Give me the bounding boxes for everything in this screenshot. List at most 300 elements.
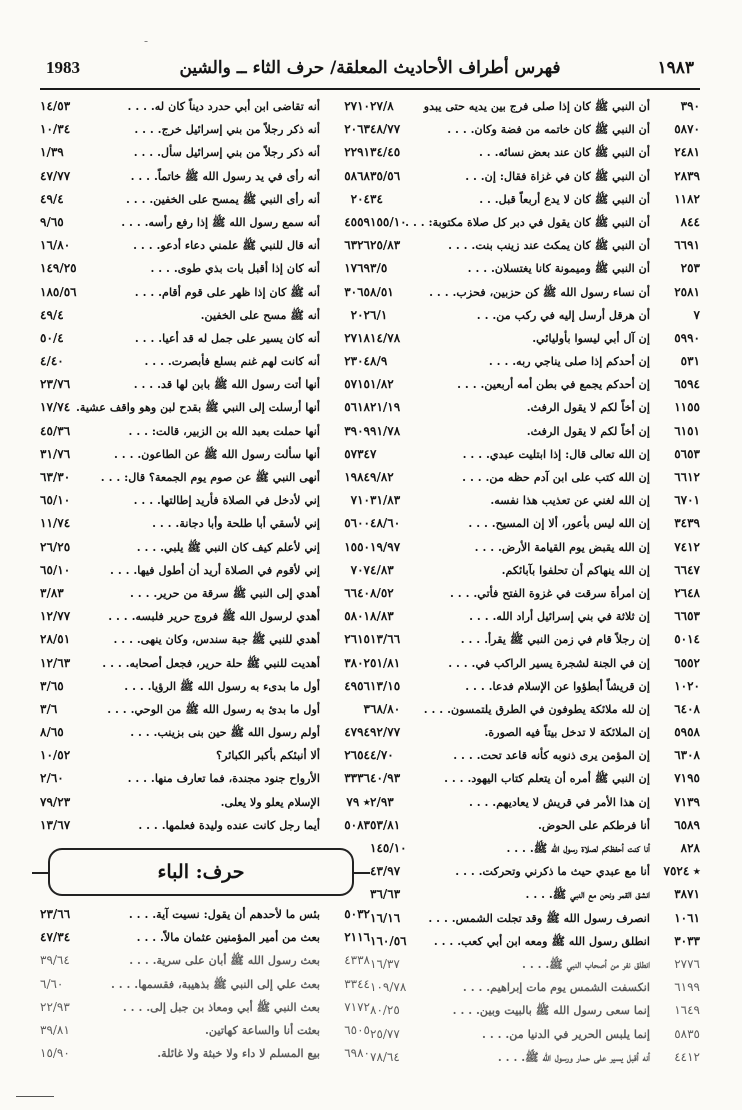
index-entry <box>370 374 700 397</box>
hadith-text: أن هرقل أرسل إليه في ركب من. . . <box>476 307 650 322</box>
index-entry <box>40 189 370 212</box>
hadith-number: ٦٦١٢ <box>674 470 700 484</box>
hadith-reference: ١٥/٩٠ <box>40 1046 70 1061</box>
hadith-number: ٥٦٠٠ <box>344 516 370 531</box>
index-entry <box>40 722 370 745</box>
hadith-text: إن المؤمن يرى ذنوبه كأنه قاعد تحت. . . . <box>453 748 650 763</box>
hadith-reference: ٤٥/٣٦ <box>40 423 71 438</box>
page-header <box>40 56 700 84</box>
page-title: فهرس أطراف الأحاديث المعلقة/ حرف الثاء ــ والشين <box>179 58 561 78</box>
hadith-reference: ٢/٦٠ <box>40 771 64 786</box>
hadith-reference: ١٠/٥٢ <box>40 748 71 763</box>
hadith-reference: ٣١/٨٣ <box>370 493 401 508</box>
hadith-text: إن لله ملائكة يطوفون في الطرق يلتمسون. . . . <box>423 701 650 716</box>
hadith-text: إن الله لغني عن تعذيب هذا نفسه. <box>490 493 650 508</box>
hadith-reference: ٨/٥٢ <box>370 585 394 600</box>
hadith-reference: ٣٤ <box>370 191 383 206</box>
hadith-reference: ١٢/٧٧ <box>40 609 71 624</box>
index-entry <box>40 583 370 606</box>
hadith-reference: ٦٨/٨٠ <box>370 701 401 716</box>
hadith-text: أولم رسول الله ﷺ حين بنى بزينب. . . . <box>130 725 320 740</box>
hadith-reference: ٢٧/٨ <box>370 99 394 113</box>
hadith-text: أن النبي ﷺ كان لا يدع أربعاً قبل. . . <box>479 191 650 206</box>
hadith-reference: ١٥٥/١٠ <box>370 214 407 229</box>
index-entry <box>370 1024 700 1047</box>
hadith-text: بيع المسلم لا داء ولا خبثة ولا غائلة. <box>157 1046 320 1061</box>
index-entry <box>370 884 700 907</box>
index-entry <box>40 96 370 119</box>
hadith-number: ٦٥٨٩ <box>674 817 700 832</box>
page-number-latin: 1983 <box>46 58 80 77</box>
hadith-text: بعث رسول الله ﷺ أبان على سرية. . . . <box>129 953 320 968</box>
hadith-reference: ٣/٥ <box>370 261 388 276</box>
hadith-reference: ٨/٩ <box>370 354 388 369</box>
index-entry <box>40 374 370 397</box>
hadith-reference: ٢٥/٧٧ <box>370 1026 400 1041</box>
hadith-number: ٢٥٣ <box>680 261 700 276</box>
hadith-reference: ١٣/١٥ <box>370 678 401 693</box>
hadith-reference: ١٣/٦٦ <box>370 632 401 647</box>
right-column <box>370 96 700 1070</box>
hadith-text: أنه ﷺ مسح على الخفين. <box>200 307 320 322</box>
hadith-text: أنه ذكر رجلاً من بني إسرائيل خرج. . . . <box>134 122 320 137</box>
hadith-reference: ٩/٦٥ <box>40 214 64 229</box>
index-entry <box>370 444 700 467</box>
hadith-text: أنه تقاضى ابن أبي حدرد ديناً كان له. . . . <box>127 99 320 113</box>
index-entry <box>40 815 370 838</box>
hadith-number: ٥٩٩٠ <box>674 330 700 345</box>
index-entry <box>40 1020 370 1043</box>
hadith-text: إن أخاً لكم لا يقول الرفث. <box>526 400 650 415</box>
hadith-number: ١٠٦١ <box>674 910 700 925</box>
index-entry <box>370 351 700 374</box>
index-entry <box>40 1043 370 1066</box>
index-entry <box>370 96 700 119</box>
hadith-text: إن أحدكم إذا صلى يناجي ربه. . . . <box>488 354 650 369</box>
hadith-reference: ٧ <box>370 446 377 461</box>
hadith-number: ٦٧٠١ <box>674 493 700 508</box>
index-entry <box>40 745 370 768</box>
hadith-reference: ٤/٨٣ <box>370 562 394 577</box>
index-entry <box>40 212 370 235</box>
hadith-text: إن أحدكم يجمع في بطن أمه أربعين. . . . <box>457 377 650 392</box>
index-entry <box>370 258 700 281</box>
hadith-reference: ٥٣/٨١ <box>370 817 401 832</box>
index-entry <box>40 513 370 536</box>
hadith-number: ٥٨٠١ <box>344 609 370 624</box>
index-entry <box>40 305 370 328</box>
hadith-text: انطلق نفر من أصحاب النبي ﷺ. . . . <box>522 956 650 971</box>
hadith-number: ٥٦١٨ <box>344 400 370 415</box>
index-entry <box>370 768 700 791</box>
hadith-reference: ٨٠/٢٥ <box>370 1003 400 1018</box>
hadith-number: ٣٩٠٩ <box>344 423 370 438</box>
hadith-reference: ٩١/٧٨ <box>370 423 401 438</box>
hadith-reference: ١٤/٧٨ <box>370 330 401 345</box>
hadith-number: ٥٠٨٣ <box>344 817 370 832</box>
hadith-reference: ١٦/٨٠ <box>40 238 71 253</box>
hadith-text: بعث النبي ﷺ أبي ومعاذ بن جبل إلى. . . . <box>122 999 320 1014</box>
hadith-text: أنه أقبل يسير على حمار ورسول الله ﷺ. . . . <box>497 1049 650 1064</box>
hadith-reference: ٨/٦٥ <box>40 725 64 740</box>
hadith-reference: ٦٣/٣٠ <box>40 470 71 484</box>
hadith-reference: ٢١/١٩ <box>370 400 401 415</box>
page-number-arabic: ١٩٨٣ <box>657 58 694 78</box>
hadith-number: ٦٤٠٨ <box>674 701 700 716</box>
hadith-text: أنا مع عبدي حيث ما ذكرني وتحركت. . . . <box>455 864 650 879</box>
left-column-entries-after <box>40 904 370 1066</box>
hadith-reference: ١٦/١٦ <box>370 910 401 925</box>
index-entry <box>370 653 700 676</box>
hadith-number: ١٠٢٠ <box>674 678 700 693</box>
header-rule <box>40 88 700 90</box>
hadith-text: أنه كان يسير على جمل له قد أعيا. . . . <box>134 330 320 345</box>
hadith-text: أنا فرطكم على الحوض. <box>537 817 650 832</box>
hadith-text: إن هذا الأمر في قريش لا يعاديهم. . . . <box>468 794 650 809</box>
hadith-text: أن نساء رسول الله ﷺ كن حزبين، فحزب. . . . <box>429 284 650 299</box>
index-entry <box>370 699 700 722</box>
index-entry <box>40 444 370 467</box>
hadith-text: الإسلام يعلو ولا يعلى. <box>220 794 320 809</box>
index-entry <box>40 560 370 583</box>
index-entry <box>370 166 700 189</box>
hadith-number: ١٥٥٠ <box>344 539 370 554</box>
hadith-reference: ٣/٨٣ <box>40 585 64 600</box>
index-entry <box>370 1047 700 1070</box>
hadith-reference: ٣٩/٦٤ <box>40 953 70 968</box>
index-entry <box>40 653 370 676</box>
index-entry <box>370 676 700 699</box>
hadith-number: ٧١٩٥ <box>674 771 700 786</box>
hadith-text: انكسفت الشمس يوم مات إبراهيم. . . . <box>462 980 650 995</box>
hadith-number: ٨٢٨ <box>680 841 700 855</box>
hadith-number: ٥٣١ <box>680 354 700 369</box>
hadith-number: ٣٩٠ <box>680 99 700 113</box>
index-entry <box>370 583 700 606</box>
hadith-text: إن الملائكة لا تدخل بيتاً فيه الصورة. <box>484 725 650 740</box>
index-entry <box>370 792 700 815</box>
hadith-number: ٦١٥١ <box>674 423 700 438</box>
index-entry <box>370 861 700 884</box>
corner-mark: - <box>144 34 149 48</box>
hadith-reference: ٦٥/١٠ <box>40 562 71 577</box>
index-entry <box>370 954 700 977</box>
hadith-number: ٢٠٢ <box>350 307 370 322</box>
hadith-number: ٢٥٨١ <box>674 284 700 299</box>
hadith-number: ٢٣٠٤ <box>344 354 370 369</box>
hadith-text: إن رجلاً قام في زمن النبي ﷺ يقرأ. . . . <box>460 632 650 647</box>
hadith-number: ٧١٠ <box>350 493 370 508</box>
hadith-number: ٣٣٤٤ <box>344 976 370 991</box>
hadith-number: ٢٧١٠ <box>344 99 370 113</box>
hadith-text: بعثت أنا والساعة كهاتين. <box>205 1022 320 1037</box>
hadith-reference: ٩/٨٢ <box>370 470 394 484</box>
index-entry <box>370 537 700 560</box>
hadith-reference: ١/٨٢ <box>370 377 394 392</box>
hadith-reference: ٤٩/٤ <box>40 307 64 322</box>
index-entry <box>40 258 370 281</box>
hadith-reference: ٢٢/٩٣ <box>40 999 70 1014</box>
index-entry <box>370 977 700 1000</box>
hadith-text: أهدي للنبي ﷺ جبة سندس، وكان ينهى. . . . <box>113 632 320 647</box>
left-column <box>40 96 370 1066</box>
hadith-text: إن الله ينهاكم أن تحلفوا بآبائكم. <box>501 562 650 577</box>
hadith-number: ٦٥٩٤ <box>674 377 700 392</box>
hadith-reference: ١٠/٣٤ <box>40 122 71 137</box>
hadith-text: بعث من أمير المؤمنين عثمان مالاً. . . . <box>136 930 320 945</box>
hadith-number: ٣٠٣٣ <box>674 933 700 948</box>
hadith-text: إن في الجنة لشجرة يسير الراكب في. . . . <box>448 655 650 670</box>
hadith-text: أول ما بدئ به رسول الله ﷺ من الوحي. . . . <box>107 701 320 716</box>
index-entry <box>370 235 700 258</box>
hadith-number: ٧ <box>693 307 700 322</box>
hadith-text: انشق القمر ونحن مع النبي ﷺ. . . . <box>525 887 650 902</box>
hadith-reference: ١٧/٧٤ <box>40 400 71 415</box>
hadith-reference: ٥٠/٤ <box>40 330 64 345</box>
index-entry <box>370 908 700 931</box>
index-entry <box>40 142 370 165</box>
index-entry <box>40 119 370 142</box>
hadith-text: أن النبي ﷺ كان خاتمه من فضة وكان. . . . <box>447 122 650 137</box>
hadith-text: إني لأقوم في الصلاة أريد أن أطول فيها. . . . <box>110 562 320 577</box>
hadith-number: ٣٨٠٢ <box>344 655 370 670</box>
index-entry <box>40 537 370 560</box>
hadith-number: ٢٠٤ <box>350 191 370 206</box>
hadith-text: أن النبي ﷺ كان في غزاة فقال: إن. . . <box>465 168 650 183</box>
index-entry <box>40 328 370 351</box>
index-entry <box>370 1000 700 1023</box>
hadith-text: أن النبي ﷺ كان يقول في دبر كل صلاة مكتوبة: . . . <box>405 214 650 229</box>
hadith-text: أنه رأى في يد رسول الله ﷺ خاتماً. . . . <box>130 168 320 183</box>
left-column-entries <box>40 96 370 838</box>
hadith-number: ٥٦٥٣ <box>674 446 700 461</box>
hadith-reference: ٤٧/٣٤ <box>40 930 71 945</box>
hadith-number: ٦٦٤٠ <box>344 585 370 600</box>
hadith-reference: ٣٩/٨١ <box>40 1022 70 1037</box>
footnote-rule <box>16 1096 54 1097</box>
index-entry <box>370 212 700 235</box>
hadith-number: ٣ <box>363 701 370 716</box>
hadith-number: ٤٧٩٤ <box>344 725 370 740</box>
hadith-text: أنه سمع رسول الله ﷺ إذا رفع رأسه. . . . <box>121 214 320 229</box>
hadith-reference: ٦/١ <box>370 307 388 322</box>
hadith-reference: ١٦/٣٧ <box>370 956 400 971</box>
hadith-text: إن الله يقبض يوم القيامة الأرض. . . . <box>474 539 650 554</box>
hadith-number: ٦١٩٩ <box>674 980 700 995</box>
hadith-text: إن امرأة سرقت في غزوة الفتح فأتي. . . . <box>449 585 650 600</box>
hadith-reference: ٤٨/٧٧ <box>370 122 401 137</box>
index-entry <box>370 421 700 444</box>
hadith-reference: ٦٥/١٠ <box>40 493 71 508</box>
hadith-reference: ١٤٩/٢٥ <box>40 261 77 276</box>
hadith-text: أنه ﷺ كان إذا ظهر على قوم أقام. . . . <box>134 284 320 299</box>
hadith-number: ٢٤٨١ <box>674 145 700 160</box>
hadith-number: ٣٨٧١ <box>674 887 700 902</box>
hadith-number: ١٦٤٩ <box>674 1003 700 1018</box>
hadith-text: أول ما بدىء به رسول الله ﷺ الرؤيا. . . . <box>124 678 320 693</box>
hadith-text: أنه رأى النبي ﷺ يمسح على الخفين. . . . <box>125 191 320 206</box>
hadith-text: إن آل أبي ليسوا بأوليائي. <box>532 330 650 345</box>
index-entry <box>370 629 700 652</box>
index-entry <box>370 490 700 513</box>
hadith-text: أن النبي ﷺ كان يمكث عند زينب بنت. . . . <box>448 238 650 253</box>
hadith-number: ٥٩٥٨ <box>674 725 700 740</box>
hadith-text: أنها أرسلت إلى النبي ﷺ بقدح لبن وهو واقف عشية. <box>76 400 320 415</box>
hadith-text: أهدي إلى النبي ﷺ سرقة من حرير. . . . <box>130 585 320 600</box>
index-entry <box>40 235 370 258</box>
hadith-number: ٢٦١٥ <box>344 632 370 647</box>
hadith-text: أهدي لرسول الله ﷺ فروج حرير فلبسه. . . . <box>108 609 320 624</box>
index-entry <box>370 745 700 768</box>
hadith-reference: ٤٣/٩٧ <box>370 864 401 879</box>
hadith-number: ٥٧١٥ <box>344 377 370 392</box>
hadith-text: أنها حملت بعبد الله بن الزبير، قالت: . . . <box>128 423 320 438</box>
index-entry <box>370 838 700 861</box>
hadith-reference: ٤/٧٠ <box>370 748 394 763</box>
index-entry <box>370 560 700 583</box>
index-entry <box>40 282 370 305</box>
index-entry <box>40 490 370 513</box>
hadith-number: ٢٧١٨ <box>344 330 370 345</box>
index-entry <box>370 513 700 536</box>
hadith-text: أنهى النبي ﷺ عن صوم يوم الجمعة؟ قال: . . . <box>100 470 320 484</box>
index-entry <box>370 282 700 305</box>
hadith-text: أن النبي ﷺ كان عند بعض نسائه. . . <box>479 145 650 160</box>
hadith-text: أنها أتت رسول الله ﷺ بابن لها قد. . . . <box>133 377 320 392</box>
section-heading-box <box>48 848 354 896</box>
hadith-text: أنا كنت أحفظكم لصلاة رسول الله ﷺ. . . . <box>506 841 650 855</box>
hadith-number: ٧٠٧ <box>350 562 370 577</box>
hadith-text: أنه كان إذا أقبل بات بذي طوى. . . . <box>150 261 320 276</box>
hadith-text: أنها سألت رسول الله ﷺ عن الطاعون. . . . <box>114 446 320 461</box>
index-entry <box>40 699 370 722</box>
hadith-reference: ٢٣/٦٦ <box>40 907 71 921</box>
hadith-number: ٥٠١٤ <box>674 632 700 647</box>
hadith-number: ٥٧٣٤ <box>344 446 370 461</box>
hadith-reference: ٩٢/٧٧ <box>370 725 401 740</box>
index-entry <box>370 815 700 838</box>
hadith-text: بعث علي إلى النبي ﷺ بذهيبة، فقسمها. . . . <box>110 976 320 991</box>
hadith-number: ٦٦٥٣ <box>674 609 700 624</box>
index-entry <box>370 931 700 954</box>
hadith-reference: ١٨٥/٥٦ <box>40 284 77 299</box>
hadith-number: ٧١٣٩ <box>674 794 700 809</box>
hadith-reference: ٣٥/٥٦ <box>370 168 401 183</box>
hadith-reference: ٥١/٨١ <box>370 655 401 670</box>
hadith-number: ٤٤١٢ <box>674 1049 700 1064</box>
hadith-reference: ٨/٥١ <box>370 284 394 299</box>
index-entry <box>40 950 370 973</box>
hadith-reference: ٤٨/٦٠ <box>370 516 401 531</box>
hadith-reference: ٧٩/٢٣ <box>40 794 71 809</box>
hadith-text: أهديت للنبي ﷺ حلة حرير، فجعل أصحابه. . . . <box>102 655 320 670</box>
hadith-reference: ٤٠/٩٣ <box>370 771 401 786</box>
hadith-text: بئس ما لأحدهم أن يقول: نسيت آية. . . . <box>128 907 320 921</box>
hadith-text: إني لأعلم كيف كان النبي ﷺ يلبي. . . . <box>136 539 320 554</box>
index-entry <box>370 142 700 165</box>
hadith-text: إن ثلاثة في بني إسرائيل أراد الله. . . . <box>469 609 650 624</box>
hadith-number: ٣٠٦٥ <box>344 284 370 299</box>
hadith-reference: ٨/٨٣ <box>370 609 394 624</box>
hadith-reference: ٤/٤٠ <box>40 354 64 369</box>
hadith-text: أن النبي ﷺ كان إذا صلى فرج بين يديه حتى يبدو <box>423 99 650 113</box>
hadith-number: ٢٦٥٤ <box>344 748 370 763</box>
index-entry <box>370 119 700 142</box>
hadith-number: ١١٨٢ <box>674 191 700 206</box>
hadith-number: ٦٩٨٠ <box>344 1046 370 1061</box>
hadith-reference: ١٠٩/٧٨ <box>370 980 407 995</box>
hadith-text: أنه كانت لهم غنم بسلع فأبصرت. . . . <box>144 354 320 369</box>
index-entry <box>370 305 700 328</box>
section-title: حرف: الباء <box>157 861 245 883</box>
index-entry <box>40 166 370 189</box>
hadith-text: إن الله تعالى قال: إذا ابتليت عبدي. . . . <box>462 446 650 461</box>
hadith-reference: ٧٨/٦٤ <box>370 1049 400 1064</box>
hadith-text: إن الله كتب على ابن آدم حظه من. . . . <box>462 470 650 484</box>
hadith-reference: ١٢/٦٣ <box>40 655 71 670</box>
hadith-reference: ١١/٧٤ <box>40 516 71 531</box>
hadith-text: إنما سعى رسول الله ﷺ بالبيت وبين. . . . <box>452 1003 650 1018</box>
hadith-text: إني لأسقي أبا طلحة وأبا دجانة. . . . <box>152 516 320 531</box>
index-entry <box>40 467 370 490</box>
index-entry <box>40 997 370 1020</box>
hadith-reference: ٢٥/٨٣ <box>370 238 401 253</box>
index-entry <box>40 606 370 629</box>
hadith-text: أن النبي ﷺ وميمونة كانا يغتسلان. . . . <box>467 261 650 276</box>
hadith-reference: ٢٨/٥١ <box>40 632 71 647</box>
hadith-number: ٤٥٥٩ <box>344 214 370 229</box>
hadith-reference: ١٩/٩٧ <box>370 539 401 554</box>
index-entry <box>40 974 370 997</box>
hadith-number: ٢١١٦ <box>344 930 370 945</box>
hadith-reference: ٢/٩٣ <box>370 794 394 809</box>
hadith-text: إني لأدخل في الصلاة فأريد إطالتها. . . . <box>133 493 320 508</box>
hadith-number: ٨٤٤ <box>680 214 700 229</box>
index-entry <box>370 328 700 351</box>
hadith-text: انصرف رسول الله ﷺ وقد تجلت الشمس. . . . <box>428 910 650 925</box>
hadith-number: ٥٠٣٢ <box>344 907 370 921</box>
hadith-number: ٭ ٧٥٢٤ <box>663 864 700 879</box>
index-entry <box>40 351 370 374</box>
hadith-number: ٧٤١٢ <box>674 539 700 554</box>
hadith-number: ٦٣٢٦ <box>344 238 370 253</box>
hadith-number: ١٩٨٤ <box>344 470 370 484</box>
hadith-text: انطلق رسول الله ﷺ ومعه ابن أبي كعب. . . . <box>433 933 650 948</box>
index-entry <box>40 904 370 927</box>
hadith-number: ٦٥٥٢ <box>674 655 700 670</box>
hadith-text: ألا أنبئكم بأكبر الكبائر؟ <box>216 748 320 763</box>
hadith-reference: ٢٦/٢٥ <box>40 539 71 554</box>
hadith-text: أنه ذكر رجلاً من بني إسرائيل سأل. . . . <box>133 145 320 160</box>
hadith-number: ٤٣٣٨ <box>344 953 370 968</box>
index-entry <box>370 606 700 629</box>
hadith-reference: ٦/٦٠ <box>40 976 64 991</box>
hadith-number: ٢٧٧٦ <box>674 956 700 971</box>
hadith-reference: ٣٤/٤٥ <box>370 145 401 160</box>
hadith-number: ٦٦٩١ <box>674 238 700 253</box>
hadith-reference: ٢٣/٧٦ <box>40 377 71 392</box>
index-entry <box>40 397 370 420</box>
hadith-number: ٢٢٩١ <box>344 145 370 160</box>
hadith-text: أنه قال للنبي ﷺ علمني دعاء أدعو. . . . <box>133 238 320 253</box>
hadith-reference: ٤٩/٤ <box>40 191 64 206</box>
index-entry <box>40 421 370 444</box>
hadith-number: ٥٨٣٥ <box>674 1026 700 1041</box>
hadith-reference: ١٦٠/٥٦ <box>370 933 407 948</box>
index-entry <box>40 927 370 950</box>
index-entry <box>370 189 700 212</box>
index-entry <box>370 722 700 745</box>
